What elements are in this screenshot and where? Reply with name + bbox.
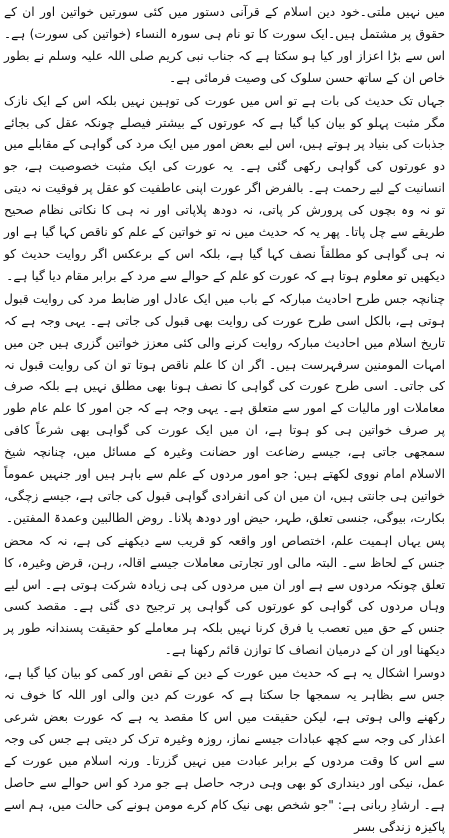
paragraph-3: چنانچہ جس طرح احادیث مبارکہ کے باب میں ایک عادل اور ضابط مرد کی روایت قبول ہوتی ہے، بالکل اسی طرح عورت کی روایت بھی قبول کی جاتی ہے۔ یہی وجہ ہے کہ تاریخ اسلام میں احادیث مبارکہ روایت کرنے والی کئی معزز خواتین گزری ہیں جن میں امہات المومنین سرفہرست ہیں۔ اگر ان کا علم ناقص ہوتا تو ان کی روایت قبول نہ کی جاتی۔ اسی طرح عورت کی گواہی کا نصف ہونا بھی مطلق نہیں ہے بلکہ صرف معاملات اور مالیات کے امور سے متعلق ہے۔ یہی وجہ ہے کہ جن امور کا علم عام طور پر صرف خواتین ہی کو ہوتا ہے، ان میں ایک عورت کی گواہی بھی شرعاً کافی سمجھی جاتی ہے، جیسے رضاعت اور حضانت وغیرہ کے مسائل میں، چنانچہ شیخ الاسلام امام نووی لکھتے ہیں: جو امور مردوں کے علم سے باہر ہیں اور جنہیں عموماً خواتین ہی جانتی ہیں، ان میں ان کی انفرادی گواہی قبول کی جاتی ہے، جیسے زچگی، بکارت، بیوگی، جنسی تعلق، طہر، حیض اور دودھ پلانا۔ روض الطالبین وعمدۃ المفتین۔ xyxy=(4,291,445,525)
paragraph-5: دوسرا اشکال یہ ہے کہ حدیث میں عورت کے دین کے نقص اور کمی کو بیان کیا گیا ہے، جس سے بظاہر یہ سمجھا جا سکتا ہے کہ عورت کم دین والی اور اللہ کا خوف نہ رکھنے والی ہوتی ہے، لیکن حقیقت میں اس کا مقصد یہ ہے کہ عورت بعض شرعی اعذار کی وجہ سے کچھ عبادات جیسے نماز، روزہ وغیرہ ترک کر دیتی ہے جس کی وجہ سے اس کا وقت مردوں کے برابر عبادت میں نہیں گزرتا۔ ورنہ اسلام میں عورت کے عمل، نیکی اور دینداری کو بھی وہی درجہ حاصل ہے جو مرد کو اس حوالے سے حاصل ہے۔ ارشادِ ربانی ہے: "جو شخص بھی نیک کام کرے مومن ہونے کی حالت میں، ہم اسے پاکیزہ زندگی بسر xyxy=(4,666,445,834)
paragraph-2: جہاں تک حدیث کی بات ہے تو اس میں عورت کی توہین نہیں بلکہ اس کے ایک نازک مگر مثبت پہلو کو بیان کیا گیا ہے کہ عورتوں کے بیشتر فیصلے چونکہ عقل کی بجائے جذبات کی بنیاد پر ہوتے ہیں، اس لیے بعض امور میں ایک مرد کی گواہی کے مقابلے میں دو عورتوں کی گواہی رکھی گئی ہے۔ یہ عورت کی ایک مثبت خصوصیت ہے، جو انسانیت کے لیے رحمت ہے۔ بالفرض اگر عورت اپنی عاطفیت کو عقل پر فوقیت نہ دیتی تو نہ وہ بچوں کی پرورش کر پاتی، نہ دودھ پلاپاتی اور نہ ہی کا نکاتی نظام صحیح طریقے سے چل پاتا۔ پھر یہ کہ حدیث میں نہ تو خواتین کے علم کو ناقص کہا گیا ہے اور نہ ہی گواہی کو مطلقاً نصف کہا گیا ہے، بلکہ اس کے برعکس اگر روایت حدیث کو دیکھیں تو معلوم ہوتا ہے کہ عورت کو علم کے حوالے سے مرد کے برابر مقام دیا گیا ہے۔ xyxy=(4,93,445,283)
paragraph-1: میں نہیں ملتی۔خود دین اسلام کے قرآنی دستور میں کئی سورتیں خواتین اور ان کے حقوق پر مشتمل ہیں۔ایک سورت کا تو نام ہی سورہ النساء (خواتین کی سورت) ہے۔ اس سے بڑا اعزاز اور کیا ہو سکتا ہے کہ جناب نبی کریم صلی اللہ علیہ وسلم نے بطور خاص ان کے ساتھ حسن سلوک کی وصیت فرمائی ہے۔ xyxy=(4,5,445,85)
paragraph-4: پس یہاں اہمیت علم، اختصاص اور واقعہ کو قریب سے دیکھنے کی ہے، نہ کہ محض جنس کے لحاظ سے۔ البتہ مالی اور تجارتی معاملات جیسے اقالہ، رہن، قرض وغیرہ، کا تعلق چونکہ مردوں سے ہے اور ان میں مردوں کی ہی زیادہ شرکت ہوتی ہے۔ اس لیے وہاں مردوں کی گواہی کو عورتوں کی گواہی پر ترجیح دی گئی ہے۔ مقصد کسی جنس کے حق میں تعصب یا فرق کرنا نہیں بلکہ ہر معاملے کو حقیقت پسندانہ طور پر دیکھنا اور ان کے درمیان انصاف کا توازن قائم رکھنا ہے۔ xyxy=(4,533,445,658)
